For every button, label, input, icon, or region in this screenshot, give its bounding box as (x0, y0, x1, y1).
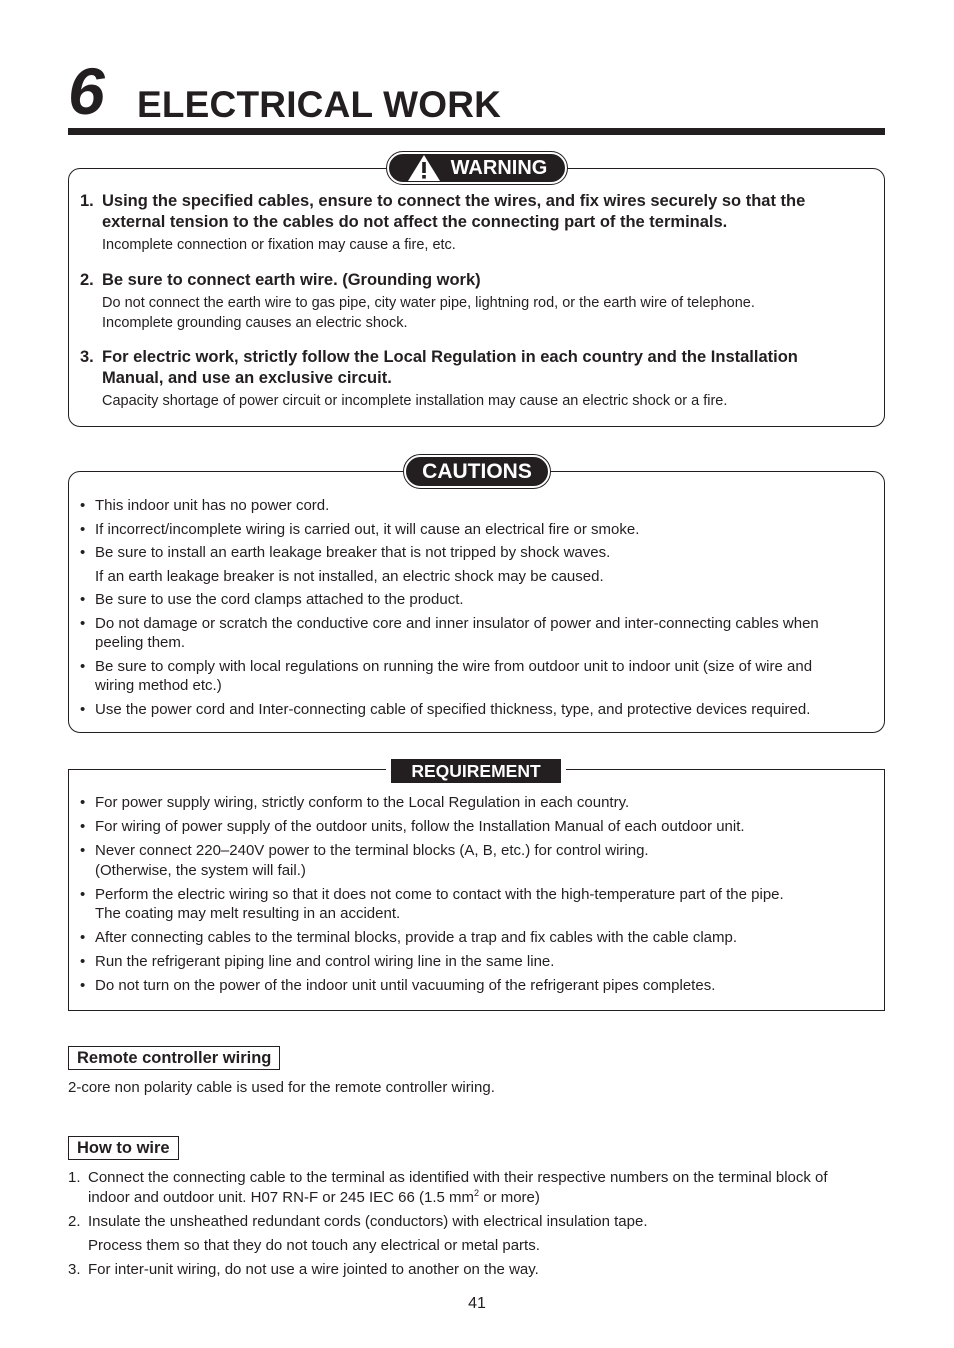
cautions-list (80, 496, 870, 719)
warning-item: 3. For electric work, strictly follow the Local Regulation in each country and the Installation Manual, and use an exclusive circuit. Capacity shortage of power circuit or incomplete installation may cause an electric shock or a fire. (80, 348, 798, 409)
cautions-label: CAUTIONS (422, 459, 532, 483)
list-item: • Run the refrigerant piping line and control wiring line in the same line. (80, 953, 555, 970)
list-item: • Be sure to comply with local regulations on running the wire from outdoor unit to indoor unit (size of wire and wiring method etc.) (80, 657, 813, 694)
requirement-badge (391, 759, 561, 783)
chapter-title: ELECTRICAL WORK (137, 84, 502, 125)
list-item: • Do not damage or scratch the conductive core and inner insulator of power and inter-connecting cables when peeling them. (80, 614, 819, 651)
list-item: 1. Connect the connecting cable to the terminal as identified with their respective numbers on the terminal block of indoor and outdoor unit. H07 RN-F or 245 IEC 66 (1.5 $mm^2$ or more) (68, 1169, 828, 1206)
chapter-number: 6 (68, 54, 105, 128)
list-item: • After connecting cables to the terminal blocks, provide a trap and fix cables with the cable clamp. (80, 929, 738, 946)
list-item: • For wiring of power supply of the outdoor units, follow the Installation Manual of each outdoor unit. (80, 818, 745, 835)
how-to-wire-heading: How to wire (68, 1136, 179, 1160)
remote-controller-heading: Remote controller wiring (68, 1046, 280, 1070)
title-rule (68, 128, 885, 135)
requirement-label: REQUIREMENT (411, 760, 541, 781)
how-to-wire-list (68, 1168, 880, 1279)
list-item: • Perform the electric wiring so that it does not come to contact with the high-temperature part of the pipe. The coating may melt resulting in an accident. (80, 885, 784, 922)
page-number: 41 (468, 1295, 486, 1312)
list-item: • If incorrect/incomplete wiring is carried out, it will cause an electrical fire or smoke. (80, 520, 640, 538)
remote-controller-text: 2-core non polarity cable is used for the remote controller wiring. (68, 1079, 495, 1096)
list-item: • For power supply wiring, strictly conform to the Local Regulation in each country. (80, 794, 630, 811)
warning-label: WARNING (450, 156, 548, 179)
list-item: 3. For inter-unit wiring, do not use a wire jointed to another on the way. (68, 1260, 539, 1278)
list-item: 2. Insulate the unsheathed redundant cords (conductors) with electrical insulation tape. Process them so that they do not touch any electrical or metal parts. (68, 1212, 648, 1254)
warning-badge (387, 152, 567, 184)
requirement-list (80, 793, 870, 996)
list-item: • Be sure to use the cord clamps attached to the product. (80, 591, 464, 608)
warning-triangle-icon (407, 154, 441, 182)
list-item: If an earth leakage breaker is not installed, an electric shock may be caused. (95, 567, 604, 585)
list-item: • This indoor unit has no power cord. (80, 497, 330, 514)
warning-item: 2. Be sure to connect earth wire. (Grounding work) Do not connect the earth wire to gas pipe, city water pipe, lightning rod, or the earth wire of telephone. Incomplete grounding causes an electric shock. (80, 271, 755, 331)
list-item: • Never connect 220–240V power to the terminal blocks (A, B, etc.) for control wiring. (Otherwise, the system will fail.) (80, 842, 649, 879)
list-item: • Be sure to install an earth leakage breaker that is not tripped by shock waves. (80, 544, 611, 561)
cautions-badge (404, 455, 550, 488)
list-item: • Do not turn on the power of the indoor unit until vacuuming of the refrigerant pipes completes. (80, 977, 716, 994)
warning-item: 1. Using the specified cables, ensure to connect the wires, and fix wires securely so that the external tension to the cables do not affect the connecting part of the terminals. Incomplete connection or fixation may cause a fire, etc. (80, 192, 806, 253)
list-item: • Use the power cord and Inter-connecting cable of specified thickness, type, and protective devices required. (80, 700, 811, 718)
